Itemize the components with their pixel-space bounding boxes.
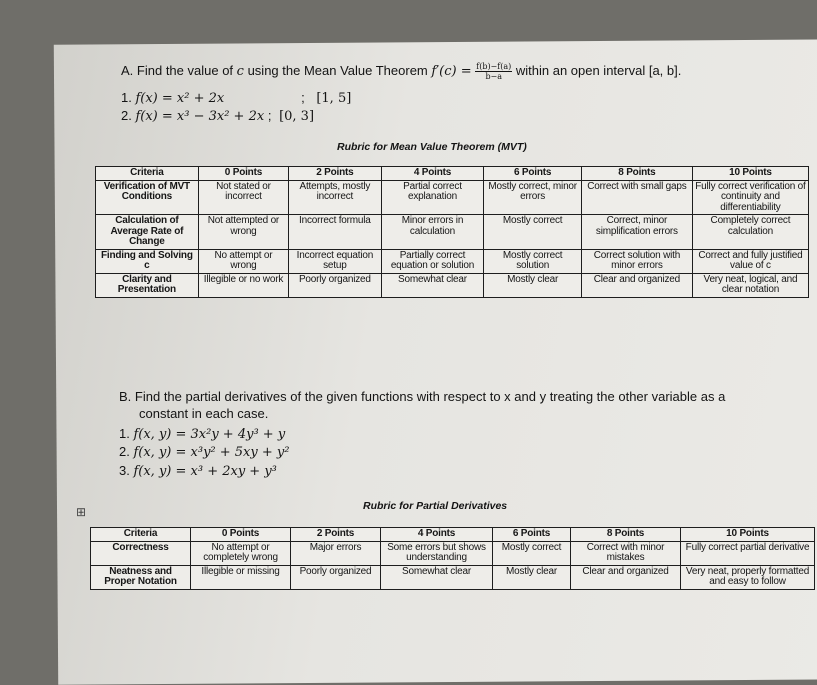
problem-number: 1.: [121, 90, 132, 105]
table-cell: Incorrect equation setup: [289, 249, 381, 273]
table-cell: Major errors: [291, 541, 381, 565]
problem-separator: ;: [267, 108, 272, 123]
header-4-points: 4 Points: [381, 528, 493, 542]
problem-number: 3.: [119, 463, 130, 478]
move-handle-icon[interactable]: ⊞: [76, 505, 87, 519]
section-b-instruction: [119, 388, 817, 422]
criteria-cell: Finding and Solving c: [96, 249, 199, 273]
problem-function: f(x, y) = 3x²y + 4y³ + y: [133, 427, 286, 442]
table-cell: Mostly correct: [484, 215, 582, 250]
section-b-label: B.: [119, 389, 132, 404]
criteria-cell: Correctness: [91, 541, 191, 565]
criteria-cell: Verification of MVT Conditions: [96, 180, 199, 215]
criteria-cell: Calculation of Average Rate of Change: [96, 215, 199, 250]
header-0-points: 0 Points: [198, 167, 288, 181]
section-b-line-1: Find the partial derivatives of the given functions with respect to x and y treating the other variable as a: [134, 389, 726, 404]
rubric-header-row: [91, 528, 815, 542]
mvt-problem-1: [121, 90, 351, 106]
table-cell: Correct with small gaps: [581, 180, 692, 215]
table-cell: Very neat, properly formatted and easy to follow: [681, 565, 815, 589]
table-row: [96, 249, 809, 273]
header-2-points: 2 Points: [291, 528, 381, 542]
table-cell: Very neat, logical, and clear notation: [692, 273, 808, 297]
section-b-line-2: constant in each case.: [139, 406, 269, 421]
problem-number: 2.: [119, 444, 130, 459]
table-row: [91, 541, 815, 565]
mvt-problem-2: [121, 108, 314, 124]
mvt-formula-lhs: f′(c) =: [431, 63, 472, 79]
table-cell: Mostly clear: [493, 565, 571, 589]
pd-problem-1: [119, 426, 285, 442]
table-cell: Illegible or no work: [198, 273, 288, 297]
mvt-rubric-title: Rubric for Mean Value Theorem (MVT): [337, 141, 527, 153]
table-cell: Fully correct partial derivative: [681, 541, 815, 565]
table-row: [96, 215, 809, 250]
table-cell: Clear and organized: [581, 273, 692, 297]
table-cell: Partially correct equation or solution: [381, 249, 484, 273]
problem-function: f(x) = x² + 2x: [135, 91, 225, 106]
problem-separator: ;: [301, 90, 305, 105]
table-cell: Poorly organized: [291, 565, 381, 589]
problem-number: 2.: [121, 108, 132, 123]
table-cell: Partial correct explanation: [381, 180, 484, 215]
header-0-points: 0 Points: [191, 528, 291, 542]
table-cell: Not attempted or wrong: [198, 215, 288, 250]
problem-number: 1.: [119, 426, 130, 441]
table-cell: Poorly organized: [289, 273, 381, 297]
table-cell: Incorrect formula: [289, 215, 381, 250]
criteria-cell: Neatness and Proper Notation: [91, 565, 191, 589]
section-a-var-c: c: [236, 63, 244, 79]
section-a-text-before: Find the value of: [136, 62, 234, 78]
section-a-instruction: [121, 62, 681, 81]
table-cell: Illegible or missing: [191, 565, 291, 589]
header-10-points: 10 Points: [681, 528, 815, 542]
table-cell: Somewhat clear: [381, 565, 493, 589]
table-cell: Somewhat clear: [381, 273, 484, 297]
table-cell: Correct, minor simplification errors: [581, 215, 692, 250]
table-row: [96, 273, 809, 297]
pd-rubric-table: [90, 527, 815, 590]
problem-function: f(x, y) = x³y² + 5xy + y²: [133, 445, 290, 460]
table-cell: Mostly correct solution: [484, 249, 582, 273]
table-cell: Correct with minor mistakes: [571, 541, 681, 565]
mvt-rubric-table: [95, 166, 809, 298]
table-cell: No attempt or wrong: [198, 249, 288, 273]
header-8-points: 8 Points: [571, 528, 681, 542]
table-cell: Attempts, mostly incorrect: [289, 180, 381, 215]
table-cell: Correct solution with minor errors: [581, 249, 692, 273]
table-cell: Mostly correct: [493, 541, 571, 565]
section-a-text-mid: using the Mean Value Theorem: [247, 62, 428, 78]
criteria-cell: Clarity and Presentation: [96, 273, 199, 297]
table-row: [91, 565, 815, 589]
section-a-text-after: within an open interval [a, b].: [515, 62, 682, 78]
problem-function: f(x, y) = x³ + 2xy + y³: [133, 464, 277, 479]
table-cell: Some errors but shows understanding: [381, 541, 493, 565]
mvt-fraction-denominator: b−a: [485, 72, 503, 81]
table-cell: Fully correct verification of continuity and differentiability: [692, 180, 808, 215]
header-8-points: 8 Points: [581, 167, 692, 181]
pd-problem-3: [119, 463, 277, 479]
header-10-points: 10 Points: [692, 167, 808, 181]
table-cell: Mostly correct, minor errors: [484, 180, 582, 215]
table-cell: Clear and organized: [571, 565, 681, 589]
section-a-label: A.: [121, 62, 134, 78]
mvt-fraction-numerator: f(b)−f(a): [476, 62, 512, 71]
problem-interval: [1, 5]: [316, 91, 352, 106]
header-4-points: 4 Points: [381, 167, 484, 181]
table-cell: Mostly clear: [484, 273, 582, 297]
rubric-header-row: [96, 167, 809, 181]
header-criteria: Criteria: [96, 167, 199, 181]
table-cell: Completely correct calculation: [692, 215, 808, 250]
table-cell: Not stated or incorrect: [198, 180, 288, 215]
pd-rubric-title: Rubric for Partial Derivatives: [363, 500, 508, 512]
problem-function: f(x) = x³ − 3x² + 2x: [135, 109, 265, 124]
header-2-points: 2 Points: [289, 167, 381, 181]
table-cell: Minor errors in calculation: [381, 215, 484, 250]
header-criteria: Criteria: [91, 528, 191, 542]
problem-interval: [0, 3]: [279, 109, 315, 124]
table-cell: Correct and fully justified value of c: [692, 249, 808, 273]
pd-problem-2: [119, 444, 289, 460]
mvt-formula-fraction: [475, 62, 512, 81]
header-6-points: 6 Points: [493, 528, 571, 542]
header-6-points: 6 Points: [484, 167, 582, 181]
table-row: [96, 180, 809, 215]
table-cell: No attempt or completely wrong: [191, 541, 291, 565]
